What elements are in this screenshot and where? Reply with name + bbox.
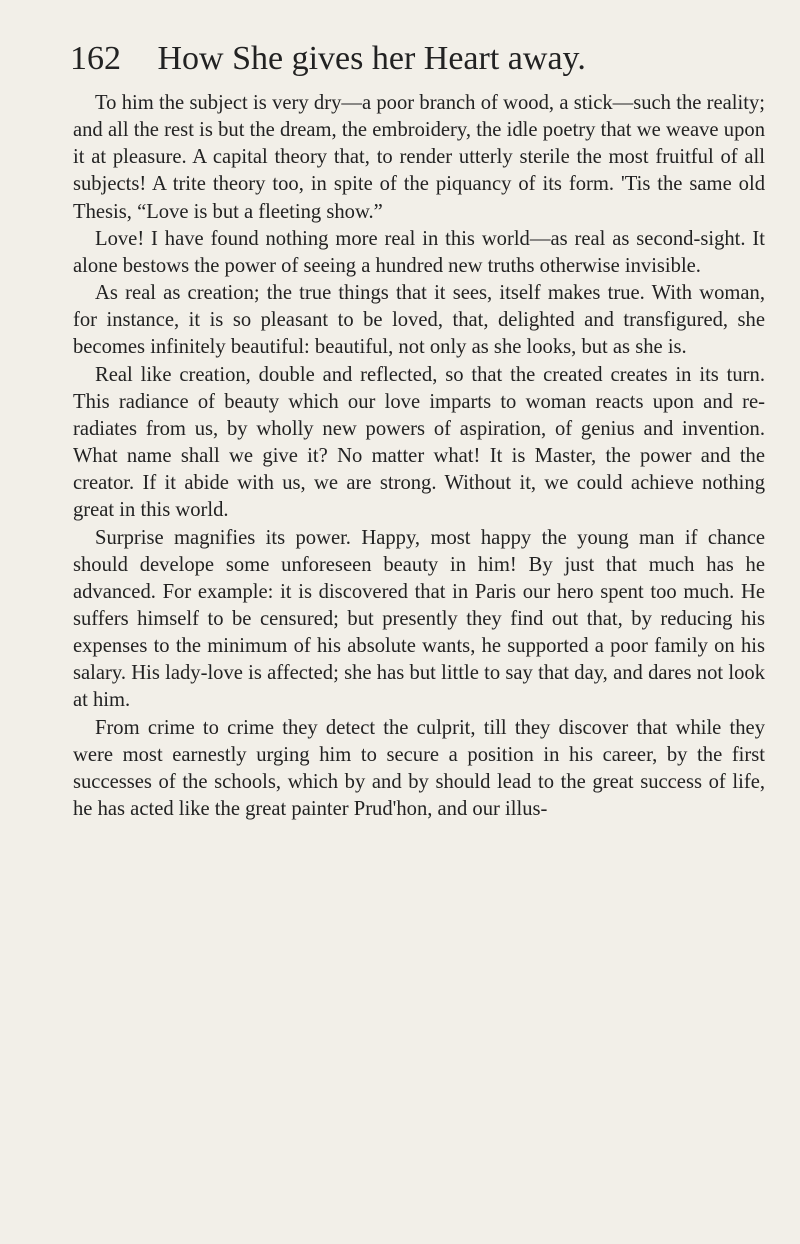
paragraph-1: To him the subject is very dry—a poor branch of wood, a stick—such the reality; and all the rest is but the dream, the embroidery, the idle poetry that we weave upon it at pleasure. A capital theory that, to render utterly sterile the most fruitful of all subjects! A trite theory too, in spite of the piquancy of its form. 'Tis the same old Thesis, “Love is but a fleeting show.” [73, 92, 765, 223]
paragraph-4: Real like creation, double and reflected, so that the created creates in its turn. This radiance of beauty which our love imparts to woman reacts upon and re-radiates from us, by wholly new powers of aspiration, of genius and invention. What name shall we give it? No matter what! It is Master, the power and the creator. If it abide with us, we are strong. Without it, we could achieve nothing great in this world. [73, 363, 765, 522]
page-number: 162 [70, 40, 121, 77]
running-head [70, 34, 750, 84]
paragraph-2: Love! I have found nothing more real in this world—as real as second-sight. It alone bestows the power of seeing a hundred new truths otherwise invisible. [73, 227, 765, 277]
paragraph-3: As real as creation; the true things that it sees, itself makes true. With woman, for instance, it is so pleasant to be loved, that, delighted and transfigured, she becomes infinitely beautiful: beautiful, not only as she looks, but as she is. [73, 282, 765, 359]
paragraph-6: From crime to crime they detect the culprit, till they discover that while they were most earnestly urging him to secure a position in his career, by the first successes of the schools, which by and by should lead to the great success of life, he has acted like the great painter Prud'hon, and our illus- [73, 716, 765, 821]
paragraph-5: Surprise magnifies its power. Happy, most happy the young man if chance should develope some unforeseen beauty in him! By just that much has he advanced. For example: it is discovered that in Paris our hero spent too much. He suffers himself to be censured; but presently they find out that, by reducing his expenses to the minimum of his absolute wants, he supported a poor family on his salary. His lady-love is affected; she has but little to say that day, and dares not look at him. [73, 526, 765, 712]
running-title: How She gives her Heart away. [157, 40, 586, 77]
text-body [73, 90, 765, 823]
